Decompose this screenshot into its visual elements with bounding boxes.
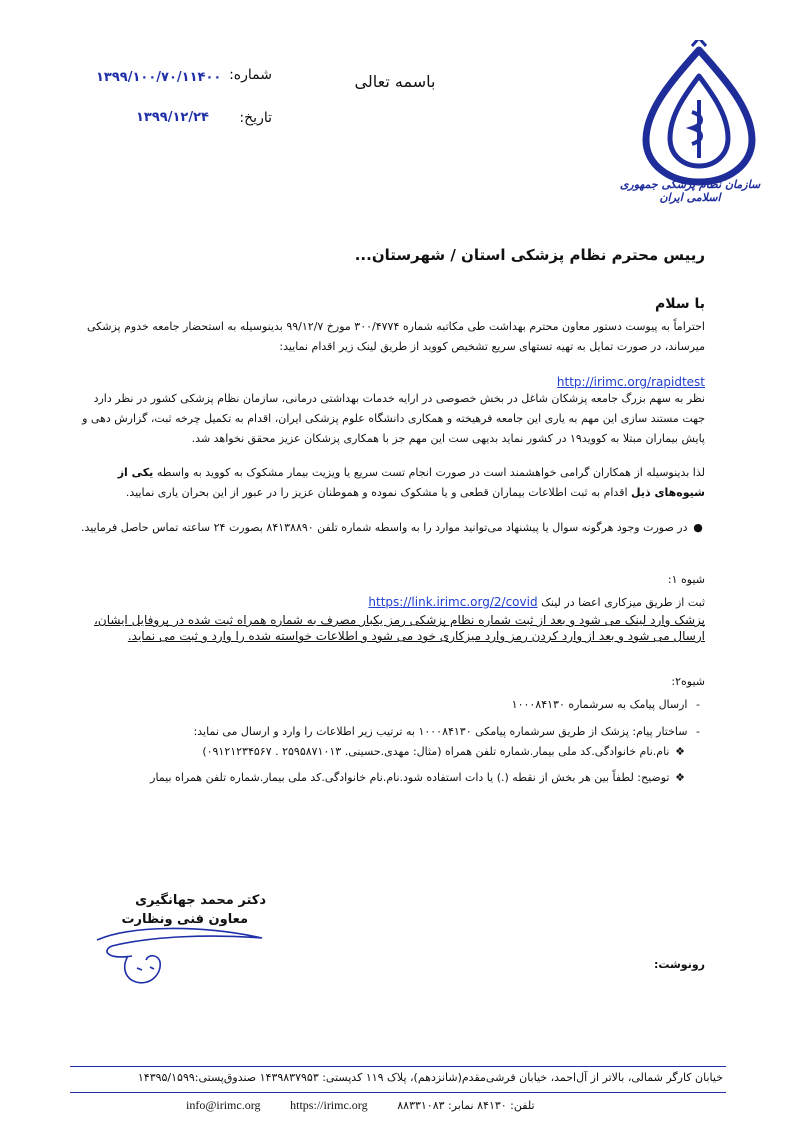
cc-label: رونوشت:	[653, 958, 705, 971]
method-1-label: شیوه ۱:	[667, 573, 705, 586]
footer-website[interactable]: https://irimc.org	[290, 1098, 368, 1112]
footer-rule-bottom	[70, 1092, 726, 1093]
sub-item-2-text: توضیح: لطفاً بین هر بخش از نقطه (.) یا دات استفاده شود.نام.نام خانوادگی.کد ملی بیمار.شماره تلفن همراه بیمار	[150, 771, 670, 784]
irimc-logo	[632, 40, 767, 200]
paragraph-3-part2: اقدام به ثبت اطلاعات بیماران قطعی و یا مشکوک نموده و هموطنان عزیز را در عبور از این بحران یاری نمایید.	[125, 486, 628, 499]
footer-phone: تلفن: ۸۴۱۳۰ نمابر: ۸۸۳۳۱۰۸۳	[397, 1099, 535, 1112]
diamond-bullet-icon: ❖	[675, 745, 685, 758]
paragraph-3	[80, 463, 705, 503]
bullet-dot-icon: ●	[693, 521, 703, 534]
paragraph-2: نظر به سهم بزرگ جامعه پزشکان شاغل در بخش خصوصی در ارایه خدمات بهداشتی درمانی، سازمان نظام پزشکی کشور در نظر دارد جهت مستند سازی این مهم به یاری این جامعه فرهیخته و همکاری دانشگاه علوم پزشکی ایران، اقدام به تکمیل چرخه ثبت، گزارش دهی و پایش بیماران مبتلا به کووید۱۹ در کشور نماید بدیهی ست این مهم جز با همکاری پزشکان عزیز محقق نخواهد شد.	[82, 392, 705, 445]
paragraph-3-part1: لذا بدینوسیله از همکاران گرامی خواهشمند است در صورت انجام تست سریع یا ویزیت بیمار مشکوک به کووید به واسطه	[156, 466, 705, 479]
paragraph-3-emphasis: یکی از شیوه‌های ذیل	[117, 466, 705, 499]
footer-email[interactable]: info@irimc.org	[186, 1098, 261, 1112]
sub-item-2	[87, 768, 687, 788]
greeting: با سلام	[654, 296, 705, 312]
handwritten-signature	[92, 920, 272, 990]
method-2-item-2-text: ساختار پیام: پزشک از طریق سرشماره پیامکی ۱۰۰۰۸۴۱۳۰ به ترتیب زیر اطلاعات را وارد و ارسال می نماید:	[193, 725, 688, 738]
basmeh-heading: باسمه تعالی	[354, 72, 436, 91]
method-1-text: ثبت از طریق میزکاری اعضا در لینک	[541, 596, 705, 609]
covid-link[interactable]: https://link.irimc.org/2/covid	[368, 595, 538, 609]
diamond-bullet-icon: ❖	[675, 771, 685, 784]
sub-item-1	[87, 742, 687, 762]
method-2-item-2	[80, 722, 705, 742]
recipient: رییس محترم نظام پزشکی استان / شهرستان...	[354, 246, 705, 264]
method-2-item-1-text: ارسال پیامک به سرشماره ۱۰۰۰۸۴۱۳۰	[511, 698, 688, 711]
number-value: ۱۳۹۹/۱۰۰/۷۰/۱۱۴۰۰	[96, 70, 222, 85]
rapidtest-link[interactable]: http://irimc.org/rapidtest	[556, 375, 705, 389]
footer-rule-top	[70, 1066, 726, 1067]
method-2-item-1	[80, 695, 705, 715]
bullet-contact	[80, 518, 705, 538]
signatory-title: معاون فنی ونظارت	[121, 912, 248, 927]
org-name: سازمان نظام پزشکی جمهوری اسلامی ایران	[619, 178, 761, 204]
bullet-contact-text: در صورت وجود هرگونه سوال یا پیشنهاد می‌توانید موارد را به واسطه شماره تلفن ۸۴۱۳۸۸۹۰ بصورت ۲۴ ساعته تماس حاصل فرمایید.	[81, 521, 688, 534]
dash-icon: -	[696, 698, 700, 711]
paragraph-1: احتراماً به پیوست دستور معاون محترم بهداشت طی مکاتبه شماره ۳۰۰/۴۷۷۴ مورخ ۹۹/۱۲/۷ بدینوسیله به استحضار جامعه خدوم پزشکی میرساند، در صورت تمایل به تهیه تستهای سریع تشخیص کووید از طریق لینک زیر اقدام نمایید:	[87, 320, 705, 353]
dash-icon: -	[696, 725, 700, 738]
method-1-instructions: پزشک وارد لینک می شود و بعد از ثبت شماره نظام پزشکی رمز یکبار مصرف به شماره همراه ثبت شده در پروفایل ایشان، ارسال می شود و بعد از وارد کردن رمز وارد میزکاری خود می شود و اطلاعات خواسته شده را وارد و ثبت می نماید.	[94, 613, 705, 643]
number-label: شماره:	[229, 67, 272, 83]
method-2-label: شیوه۲:	[671, 675, 705, 688]
method-1-line	[80, 592, 705, 613]
footer-contact-line	[186, 1098, 535, 1113]
date-label: تاریخ:	[239, 110, 272, 126]
footer-address: خیابان کارگر شمالی، بالاتر از آل‌احمد، خیابان فرشی‌مقدم(شانزدهم)، پلاک ۱۱۹ کدپستی: ۱۴۳۹۸۳۷۹۵۳ صندوق‌پستی:۱۴۳۹۵/۱۵۹۹	[137, 1071, 723, 1084]
signatory-name: دکتر محمد جهانگیری	[135, 893, 266, 908]
date-value: ۱۳۹۹/۱۲/۲۴	[136, 110, 209, 125]
sub-item-1-text: نام.نام خانوادگی.کد ملی بیمار.شماره تلفن همراه (مثال: مهدی.حسینی. ۲۵۹۵۸۷۱۰۱۳ . ۰۹۱۲۱۲۳۴۵۶۷)	[202, 745, 670, 758]
